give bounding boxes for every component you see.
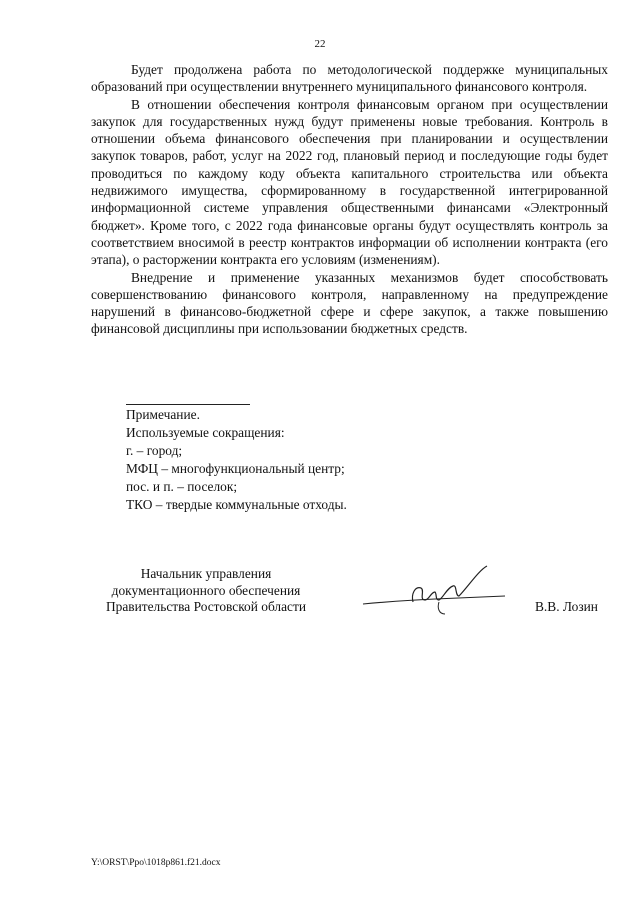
abbreviations-title: Используемые сокращения:	[126, 425, 285, 440]
signatory-title-line: документационного обеспечения	[111, 582, 301, 598]
footnote-divider	[126, 404, 250, 405]
file-path: Y:\ORST\Ppo\1018p861.f21.docx	[91, 858, 221, 868]
handwritten-signature	[355, 558, 515, 630]
signatory-title-line: Правительства Ростовской области	[105, 599, 307, 614]
paragraph: Будет продолжена работа по методологической поддержке муниципальных образований при осуществлении внутреннего муниципального финансового контроля.	[91, 62, 608, 95]
paragraph: Внедрение и применение указанных механизмов будет способствовать совершенствованию финансового контроля, направленному на предупреждение нарушений в финансово-бюджетной сфере и сфере закупок, а также повышению финансовой дисциплины при использовании бюджетных средств.	[91, 269, 608, 337]
signatory-title	[91, 566, 321, 616]
page-number: 22	[314, 38, 326, 50]
document-body	[91, 61, 608, 338]
signatory-title-line: Начальник управления	[140, 566, 272, 581]
abbreviation-item: г. – город;	[126, 443, 183, 458]
notes-heading: Примечание.	[126, 407, 200, 422]
notes-block	[126, 406, 546, 514]
abbreviation-item: пос. и п. – поселок;	[126, 479, 238, 494]
signatory-name: В.В. Лозин	[535, 599, 598, 614]
paragraph: В отношении обеспечения контроля финансовым органом при осуществлении закупок для государственных нужд будут применены новые требования. Контроль в отношении объема финансового обеспечения при планировании и осуществлении закупок товаров, работ, услуг на 2022 год, плановый период и последующие годы будет проводиться по каждому коду объекта капитального строительства или объекта недвижимого имущества, сформированному в государственной интегрированной информационной системе управления общественными финансами «Электронный бюджет». Кроме того, с 2022 года финансовые органы будут осуществлять контроль за соответствием вносимой в реестр контрактов информации об исполнении контракта (его этапа), о расторжении контракта его условиям (изменениям).	[91, 96, 608, 268]
abbreviation-item: ТКО – твердые коммунальные отходы.	[126, 497, 347, 512]
abbreviation-item: МФЦ – многофункциональный центр;	[126, 461, 345, 476]
